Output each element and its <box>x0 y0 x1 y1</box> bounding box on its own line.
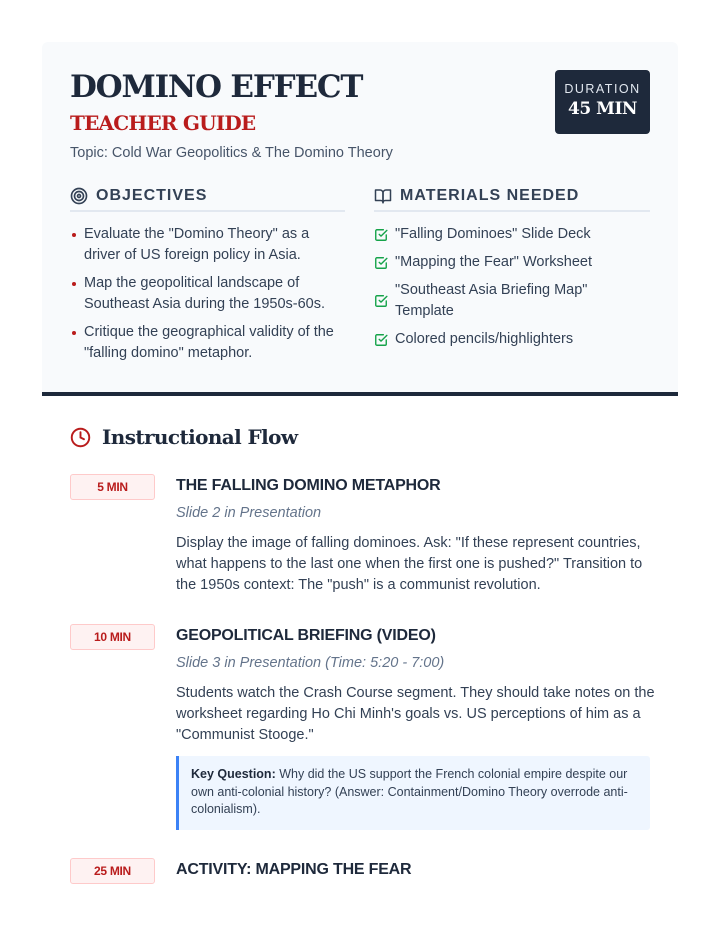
bullet-dot <box>72 282 76 286</box>
step-title: THE FALLING DOMINO METAPHOR <box>176 477 441 494</box>
list-item <box>374 329 650 350</box>
flow-heading-text: Instructional Flow <box>102 425 298 449</box>
step-title: ACTIVITY: MAPPING THE FEAR <box>176 861 412 878</box>
time-badge: 25 MIN <box>70 858 155 884</box>
material-text: "Mapping the Fear" Worksheet <box>395 254 593 270</box>
objectives-heading <box>70 186 345 212</box>
objectives-list <box>70 224 345 371</box>
callout-text: Why did the US support the French colonial empire despite our own anti-colonial history? (Answer: Containment/Domino Theory overrode anti-colonialism). <box>191 767 628 816</box>
objective-text: Evaluate the "Domino Theory" as a driver of US foreign policy in Asia. <box>84 226 310 263</box>
duration-value: 45 MIN <box>568 99 637 119</box>
objective-text: Map the geopolitical landscape of Southeast Asia during the 1950s-60s. <box>84 275 326 312</box>
duration-label: DURATION <box>564 82 641 96</box>
step-body: Display the image of falling dominoes. Ask: "If these represent countries, what happens to the last one when the first one is pushed?" Transition to the 1950s context: The "push" is a communist revolution. <box>176 535 643 593</box>
target-icon <box>70 187 88 205</box>
step-source: Slide 3 in Presentation (Time: 5:20 - 7:00) <box>176 655 445 671</box>
materials-heading <box>374 186 650 212</box>
clock-icon <box>70 427 91 448</box>
time-badge: 5 MIN <box>70 474 155 500</box>
book-open-icon <box>374 187 392 205</box>
material-text: "Southeast Asia Briefing Map" Template <box>395 282 588 319</box>
step-body: Students watch the Crash Course segment. They should take notes on the worksheet regarding Ho Chi Minh's goals vs. US perceptions of him as a "Communist Stooge." <box>176 685 655 743</box>
page-subtitle: TEACHER GUIDE <box>70 111 256 135</box>
check-square-icon <box>374 333 388 347</box>
objectives-heading-text: OBJECTIVES <box>96 187 208 204</box>
page-title: DOMINO EFFECT <box>70 69 363 105</box>
list-item <box>374 252 650 273</box>
check-square-icon <box>374 228 388 242</box>
key-question-callout <box>176 756 650 830</box>
bullet-dot <box>72 233 76 237</box>
step-title: GEOPOLITICAL BRIEFING (VIDEO) <box>176 627 436 644</box>
list-item <box>70 273 345 315</box>
material-text: "Falling Dominoes" Slide Deck <box>395 226 591 242</box>
list-item <box>374 224 650 245</box>
topic-line: Topic: Cold War Geopolitics & The Domino Theory <box>70 145 393 161</box>
materials-heading-text: MATERIALS NEEDED <box>400 187 580 204</box>
step-source: Slide 2 in Presentation <box>176 505 322 521</box>
check-square-icon <box>374 294 388 308</box>
objective-text: Critique the geographical validity of the "falling domino" metaphor. <box>84 324 334 361</box>
list-item <box>374 280 650 322</box>
bullet-dot <box>72 331 76 335</box>
section-divider <box>42 392 678 396</box>
time-badge: 10 MIN <box>70 624 155 650</box>
check-square-icon <box>374 256 388 270</box>
duration-badge <box>555 70 650 134</box>
callout-label: Key Question: <box>191 767 276 781</box>
list-item <box>70 322 345 364</box>
list-item <box>70 224 345 266</box>
materials-list <box>374 224 650 357</box>
material-text: Colored pencils/highlighters <box>395 331 574 347</box>
flow-heading <box>70 425 297 449</box>
